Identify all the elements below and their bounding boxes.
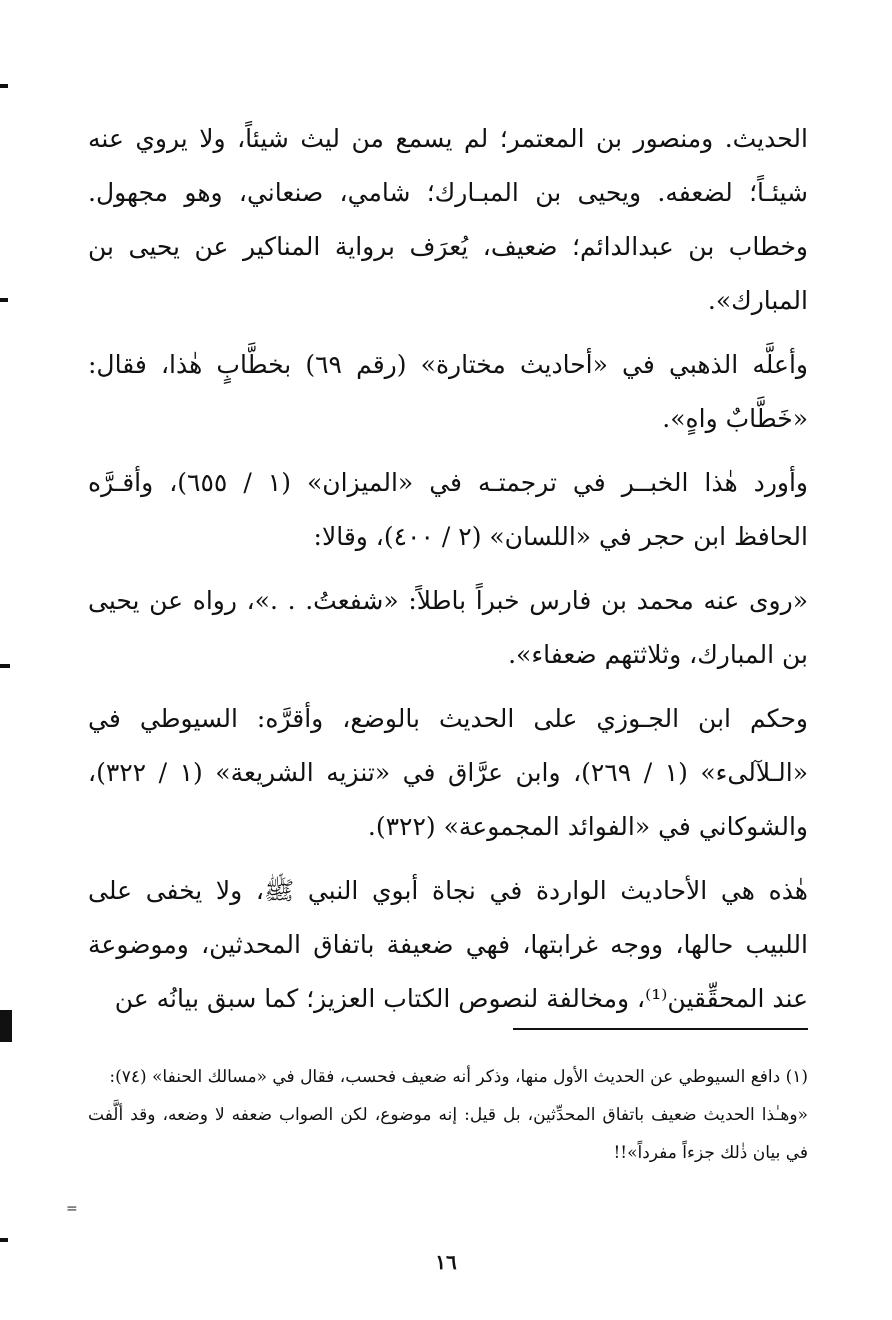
paragraph-6: هٰذه هي الأحاديث الواردة في نجاة أبوي النبي ﷺ، ولا يخفى على اللبيب حالها، ووجه غرابتها، فهي ضعيفة باتفاق المحدثين، وموضوعة عند المحقِّقين⁽¹⁾، ومخالفة لنصوص الكتاب العزيز؛ كما سبق بيانُه عن [88,876,808,1013]
footnote-1: (١) دافع السيوطي عن الحديث الأول منها، وذكر أنه ضعيف فحسب، فقال في «مسالك الحنفا» (٧٤): [109,1067,808,1087]
margin-symbol: = [66,1201,78,1217]
footnote-1-quote: «وهـٰذا الحديث ضعيف باتفاق المحدِّثين، بل قيل: إنه موضوع، لكن الصواب ضعفه لا وضعه، وقد ألَّفت في بيان ذٰلك جزءاً مفرداً»!! [88,1105,808,1163]
margin-tick [0,84,8,88]
paragraph-4-quote: «روى عنه محمد بن فارس خبراً باطلاً: «شفعتُ. . .»، رواه عن يحيى بن المبارك، وثلاثتهم ضعفاء». [88,586,808,669]
footnotes [88,1058,808,1172]
page-number: ١٦ [435,1250,457,1274]
margin-tick [0,298,8,302]
paragraph-3: وأورد هٰذا الخبــر في ترجمتـه في «الميزان» (١ / ٦٥٥)، وأقـرَّه الحافظ ابن حجر في «اللسان» (٢ / ٤٠٠)، وقالا: [88,468,808,551]
footnote-separator [513,1028,808,1030]
margin-tick [0,664,10,668]
margin-tick [0,1238,8,1242]
paragraph-2: وأعلَّه الذهبي في «أحاديث مختارة» (رقم ٦٩) بخطَّابٍ هٰذا، فقال: «خَطَّابٌ واهٍ». [88,350,808,433]
margin-tick [0,1010,12,1042]
paragraph-5: وحكم ابن الجـوزي على الحديث بالوضع، وأقرَّه: السيوطي في «الـلآلىء» (١ / ٢٦٩)، وابن عرَّاق في «تنزيه الشريعة» (١ / ٣٢٢)، والشوكاني في «الفوائد المجموعة» (٣٢٢). [88,704,808,841]
main-text [88,112,808,1026]
paragraph-1: الحديث. ومنصور بن المعتمر؛ لم يسمع من ليث شيئاً، ولا يروي عنه شيئـاً؛ لضعفه. ويحيى بن المبـارك؛ شامي، صنعاني، وهو مجهول. وخطاب بن عبدالدائم؛ ضعيف، يُعرَف برواية المناكير عن يحيى بن المبارك». [88,124,808,315]
